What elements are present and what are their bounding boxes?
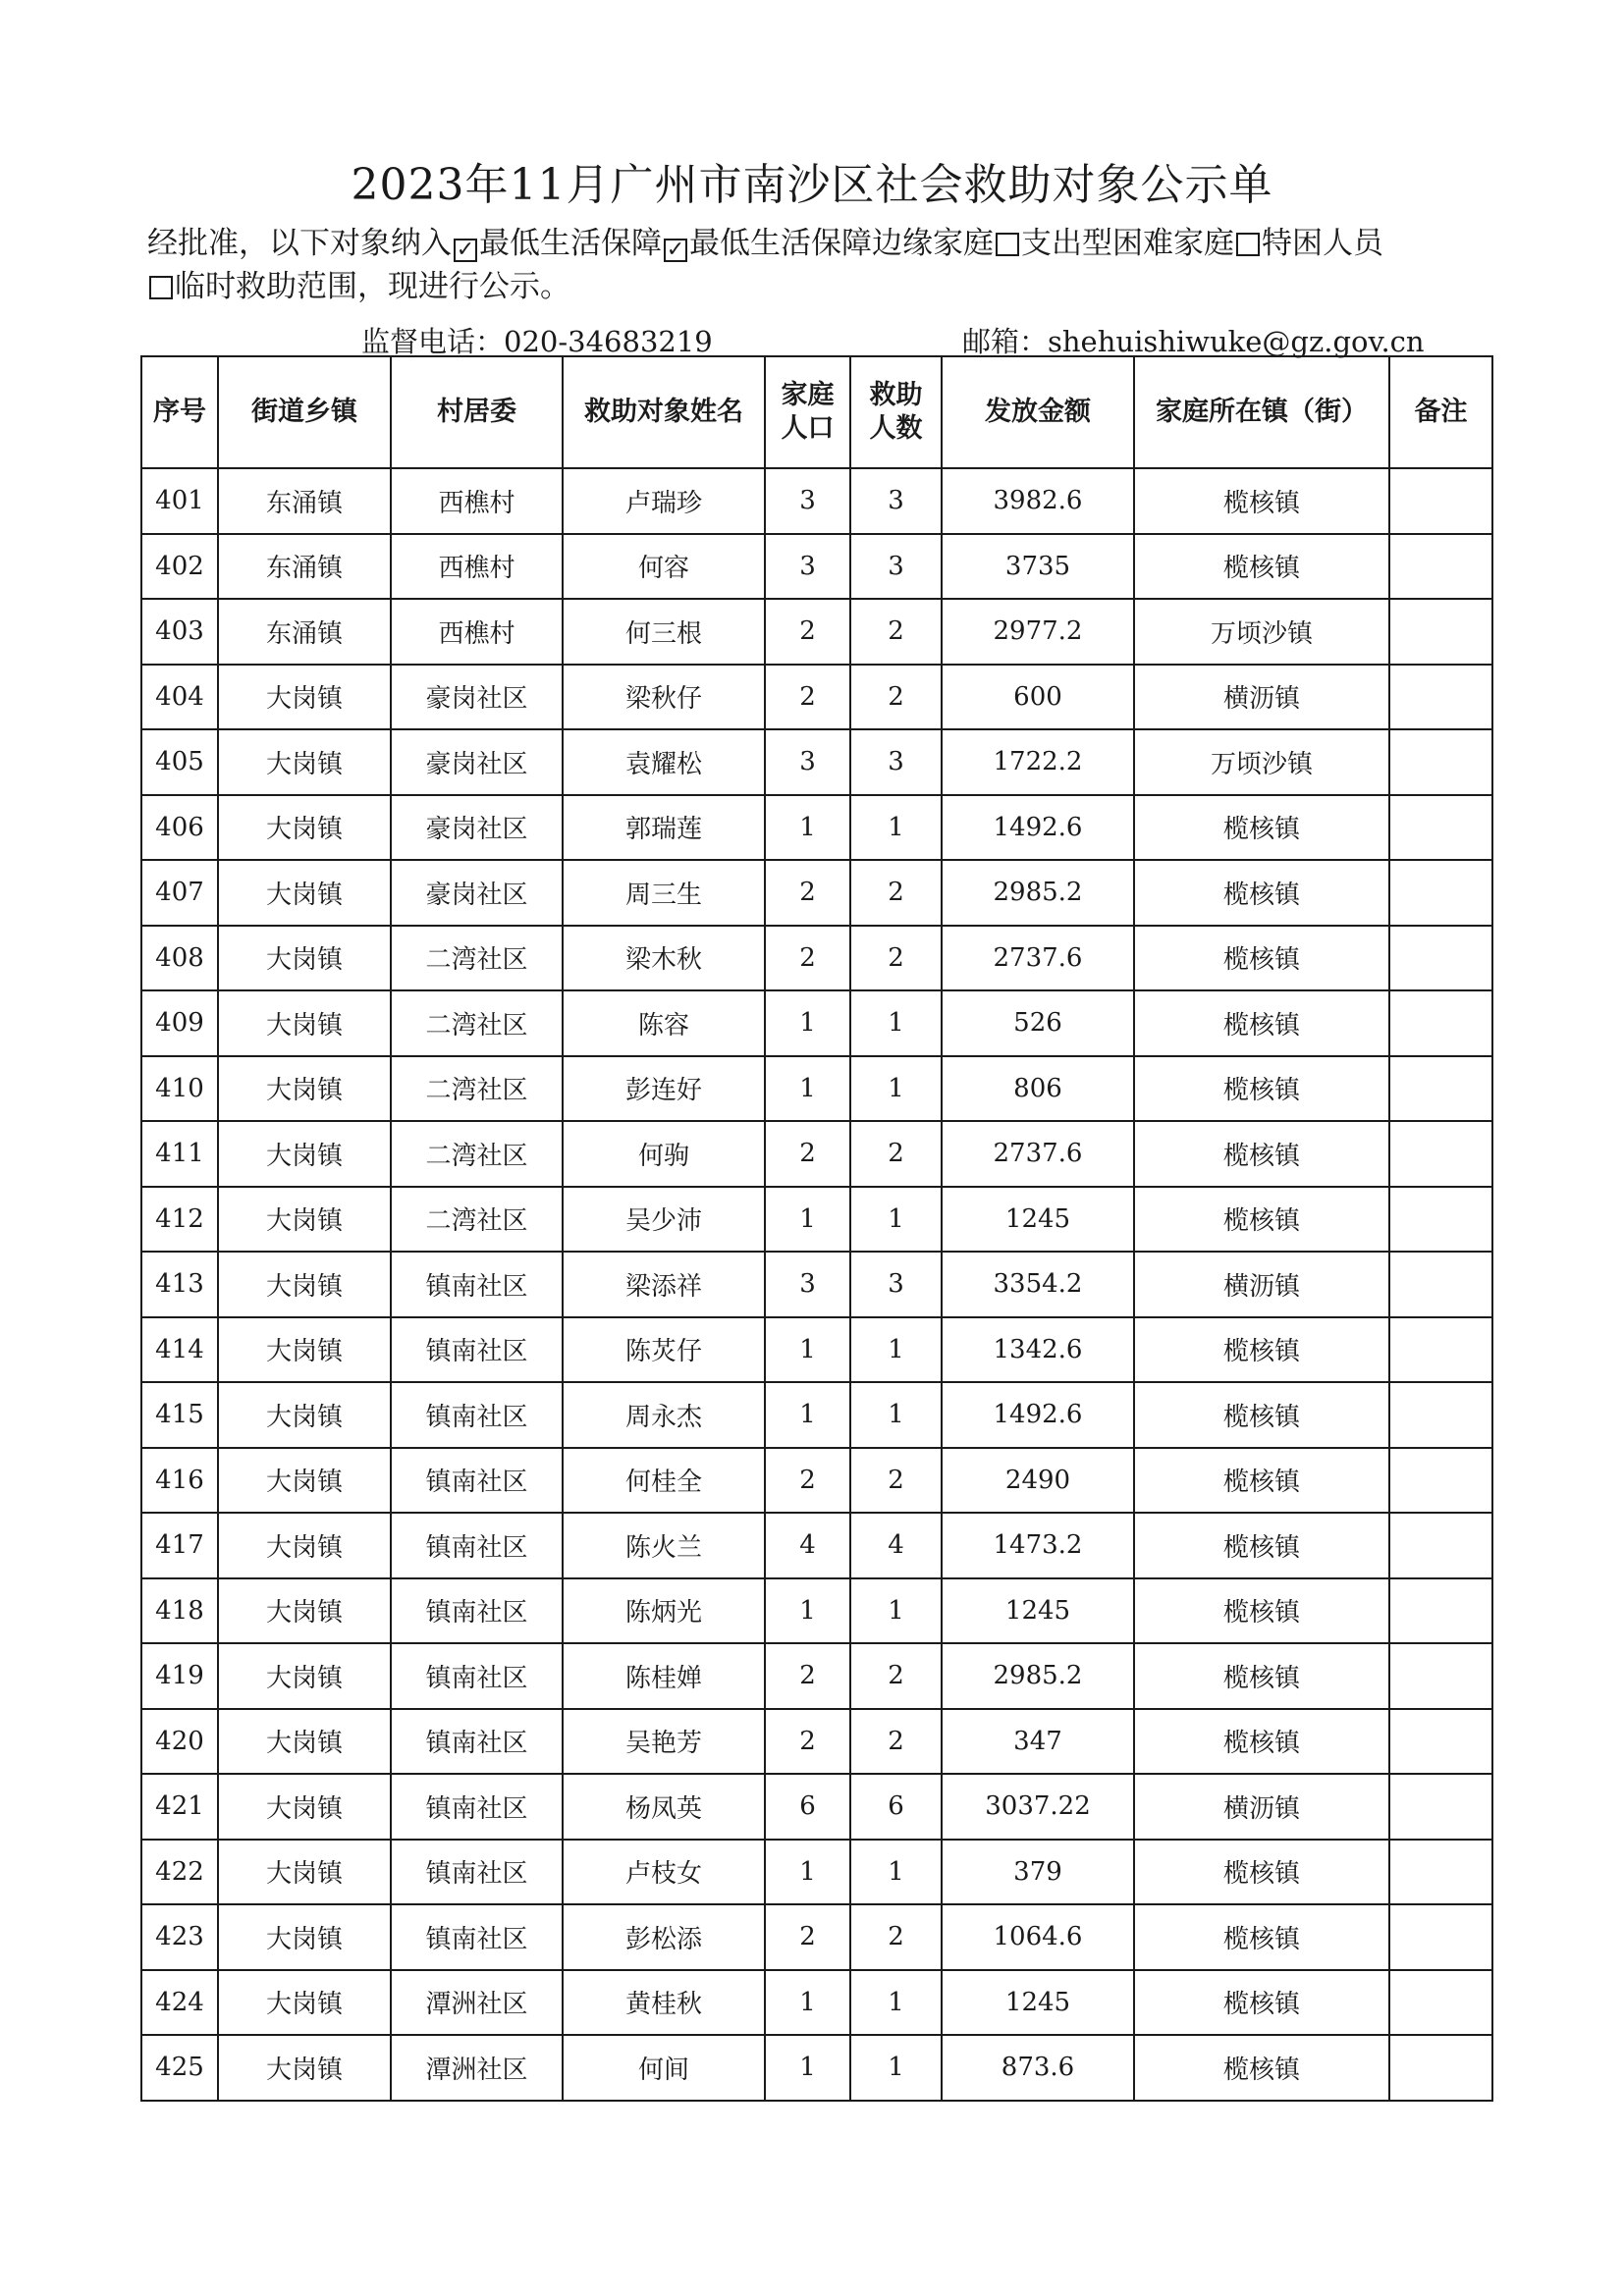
cell-recipient-name: 梁木秋	[563, 926, 765, 991]
cell-residence-town: 榄核镇	[1134, 534, 1389, 600]
cell-assisted-count: 3	[850, 1252, 942, 1317]
cell-remarks	[1389, 926, 1492, 991]
cell-village-committee: 镇南社区	[391, 1774, 563, 1840]
cell-remarks	[1389, 599, 1492, 665]
table-row	[141, 1056, 1492, 1122]
cell-recipient-name: 周永杰	[563, 1382, 765, 1448]
cell-residence-town: 榄核镇	[1134, 1056, 1389, 1122]
cell-assisted-count: 2	[850, 860, 942, 926]
cell-residence-town: 榄核镇	[1134, 795, 1389, 861]
cell-index: 425	[141, 2035, 218, 2101]
cell-remarks	[1389, 1904, 1492, 1970]
cell-assisted-count: 2	[850, 1709, 942, 1775]
cell-household-size: 1	[765, 1578, 850, 1644]
cell-street-town: 大岗镇	[218, 1970, 391, 2036]
cell-household-size: 1	[765, 990, 850, 1056]
cell-recipient-name: 黄桂秋	[563, 1970, 765, 2036]
table-row	[141, 990, 1492, 1056]
cell-recipient-name: 何间	[563, 2035, 765, 2101]
cell-household-size: 3	[765, 534, 850, 600]
table-row	[141, 1709, 1492, 1775]
cell-assisted-count: 4	[850, 1513, 942, 1578]
cell-residence-town: 榄核镇	[1134, 1382, 1389, 1448]
cell-residence-town: 榄核镇	[1134, 1513, 1389, 1578]
cell-assisted-count: 1	[850, 2035, 942, 2101]
cell-recipient-name: 陈容	[563, 990, 765, 1056]
cell-residence-town: 榄核镇	[1134, 468, 1389, 534]
cell-village-committee: 豪岗社区	[391, 729, 563, 795]
cell-index: 410	[141, 1056, 218, 1122]
cell-recipient-name: 吴艳芳	[563, 1709, 765, 1775]
cell-recipient-name: 何驹	[563, 1121, 765, 1187]
cell-remarks	[1389, 1709, 1492, 1775]
table-row	[141, 1774, 1492, 1840]
cell-recipient-name: 何容	[563, 534, 765, 600]
cell-assisted-count: 2	[850, 665, 942, 730]
cell-amount: 3037.22	[942, 1774, 1134, 1840]
option-temporary-assistance-label: 临时救助范围，现进行公示。	[175, 269, 570, 304]
cell-index: 412	[141, 1187, 218, 1253]
cell-amount: 1245	[942, 1578, 1134, 1644]
cell-index: 416	[141, 1448, 218, 1514]
cell-street-town: 大岗镇	[218, 1448, 391, 1514]
cell-amount: 2977.2	[942, 599, 1134, 665]
cell-amount: 1064.6	[942, 1904, 1134, 1970]
cell-recipient-name: 梁添祥	[563, 1252, 765, 1317]
cell-remarks	[1389, 1774, 1492, 1840]
cell-recipient-name: 陈火兰	[563, 1513, 765, 1578]
cell-household-size: 1	[765, 1317, 850, 1383]
cell-street-town: 大岗镇	[218, 1056, 391, 1122]
cell-assisted-count: 2	[850, 1448, 942, 1514]
cell-recipient-name: 彭松添	[563, 1904, 765, 1970]
table-row	[141, 1513, 1492, 1578]
cell-assisted-count: 2	[850, 1904, 942, 1970]
cell-residence-town: 榄核镇	[1134, 2035, 1389, 2101]
cell-remarks	[1389, 1840, 1492, 1905]
cell-street-town: 大岗镇	[218, 1382, 391, 1448]
cell-household-size: 1	[765, 1840, 850, 1905]
recipients-table	[140, 355, 1493, 2102]
cell-amount: 873.6	[942, 2035, 1134, 2101]
cell-village-committee: 镇南社区	[391, 1578, 563, 1644]
cell-index: 401	[141, 468, 218, 534]
cell-remarks	[1389, 1121, 1492, 1187]
cell-recipient-name: 郭瑞莲	[563, 795, 765, 861]
cell-assisted-count: 1	[850, 1382, 942, 1448]
option-destitute-label: 特困人员	[1262, 226, 1383, 261]
cell-amount: 1245	[942, 1970, 1134, 2036]
header-amount: 发放金额	[942, 356, 1134, 468]
cell-village-committee: 潭洲社区	[391, 2035, 563, 2101]
cell-village-committee: 镇南社区	[391, 1513, 563, 1578]
cell-household-size: 2	[765, 1448, 850, 1514]
table-row	[141, 599, 1492, 665]
cell-household-size: 1	[765, 1056, 850, 1122]
cell-assisted-count: 3	[850, 534, 942, 600]
cell-street-town: 大岗镇	[218, 1317, 391, 1383]
cell-household-size: 1	[765, 1187, 850, 1253]
cell-street-town: 大岗镇	[218, 1904, 391, 1970]
cell-household-size: 2	[765, 599, 850, 665]
header-street-town: 街道乡镇	[218, 356, 391, 468]
cell-residence-town: 榄核镇	[1134, 1121, 1389, 1187]
contact-email: 邮箱：shehuishiwuke@gz.gov.cn	[962, 325, 1425, 358]
cell-index: 421	[141, 1774, 218, 1840]
cell-remarks	[1389, 2035, 1492, 2101]
checkbox-destitute	[1236, 233, 1260, 256]
cell-household-size: 4	[765, 1513, 850, 1578]
cell-village-committee: 二湾社区	[391, 1056, 563, 1122]
cell-index: 423	[141, 1904, 218, 1970]
cell-remarks	[1389, 1970, 1492, 2036]
cell-index: 420	[141, 1709, 218, 1775]
cell-village-committee: 潭洲社区	[391, 1970, 563, 2036]
cell-village-committee: 西樵村	[391, 468, 563, 534]
cell-amount: 1245	[942, 1187, 1134, 1253]
cell-household-size: 3	[765, 468, 850, 534]
cell-amount: 3982.6	[942, 468, 1134, 534]
cell-remarks	[1389, 1252, 1492, 1317]
cell-index: 408	[141, 926, 218, 991]
cell-village-committee: 二湾社区	[391, 1121, 563, 1187]
cell-assisted-count: 1	[850, 1970, 942, 2036]
supervision-phone: 监督电话：020-34683219	[361, 325, 713, 358]
cell-index: 415	[141, 1382, 218, 1448]
cell-index: 422	[141, 1840, 218, 1905]
cell-household-size: 6	[765, 1774, 850, 1840]
table-row	[141, 534, 1492, 600]
cell-amount: 806	[942, 1056, 1134, 1122]
header-index: 序号	[141, 356, 218, 468]
cell-village-committee: 豪岗社区	[391, 795, 563, 861]
cell-amount: 600	[942, 665, 1134, 730]
table-row	[141, 1317, 1492, 1383]
cell-household-size: 2	[765, 1643, 850, 1709]
cell-street-town: 东涌镇	[218, 599, 391, 665]
cell-index: 417	[141, 1513, 218, 1578]
cell-remarks	[1389, 534, 1492, 600]
cell-assisted-count: 1	[850, 1187, 942, 1253]
cell-residence-town: 万顷沙镇	[1134, 729, 1389, 795]
cell-index: 404	[141, 665, 218, 730]
cell-index: 411	[141, 1121, 218, 1187]
cell-village-committee: 西樵村	[391, 599, 563, 665]
cell-street-town: 大岗镇	[218, 990, 391, 1056]
cell-residence-town: 榄核镇	[1134, 1970, 1389, 2036]
cell-household-size: 1	[765, 795, 850, 861]
cell-household-size: 1	[765, 1382, 850, 1448]
cell-street-town: 大岗镇	[218, 1187, 391, 1253]
cell-recipient-name: 吴少沛	[563, 1187, 765, 1253]
header-recipient-name: 救助对象姓名	[563, 356, 765, 468]
cell-residence-town: 榄核镇	[1134, 1187, 1389, 1253]
intro-prefix: 经批准，以下对象纳入	[147, 226, 452, 261]
cell-recipient-name: 杨凤英	[563, 1774, 765, 1840]
cell-recipient-name: 周三生	[563, 860, 765, 926]
table-row	[141, 1643, 1492, 1709]
table-row	[141, 1187, 1492, 1253]
cell-street-town: 大岗镇	[218, 2035, 391, 2101]
cell-household-size: 2	[765, 1121, 850, 1187]
cell-residence-town: 万顷沙镇	[1134, 599, 1389, 665]
cell-household-size: 2	[765, 860, 850, 926]
cell-street-town: 大岗镇	[218, 1840, 391, 1905]
cell-residence-town: 榄核镇	[1134, 1578, 1389, 1644]
checkbox-marginal-family: ✓	[664, 239, 687, 262]
cell-residence-town: 榄核镇	[1134, 1840, 1389, 1905]
cell-amount: 1473.2	[942, 1513, 1134, 1578]
intro-statement	[147, 222, 1502, 308]
cell-residence-town: 横沥镇	[1134, 665, 1389, 730]
cell-village-committee: 镇南社区	[391, 1709, 563, 1775]
cell-assisted-count: 2	[850, 1643, 942, 1709]
cell-assisted-count: 6	[850, 1774, 942, 1840]
table-row	[141, 860, 1492, 926]
cell-village-committee: 二湾社区	[391, 926, 563, 991]
cell-assisted-count: 1	[850, 1840, 942, 1905]
option-marginal-family-label: 最低生活保障边缘家庭	[689, 226, 994, 261]
cell-assisted-count: 2	[850, 1121, 942, 1187]
cell-amount: 347	[942, 1709, 1134, 1775]
cell-index: 418	[141, 1578, 218, 1644]
cell-village-committee: 二湾社区	[391, 1187, 563, 1253]
header-assisted-count: 救助人数	[850, 356, 942, 468]
table-header-row	[141, 356, 1492, 468]
table-row	[141, 926, 1492, 991]
page-title: 2023年11月广州市南沙区社会救助对象公示单	[351, 160, 1273, 210]
cell-recipient-name: 卢枝女	[563, 1840, 765, 1905]
cell-assisted-count: 1	[850, 1317, 942, 1383]
cell-street-town: 大岗镇	[218, 1774, 391, 1840]
cell-recipient-name: 陈炳光	[563, 1578, 765, 1644]
cell-remarks	[1389, 1187, 1492, 1253]
cell-village-committee: 镇南社区	[391, 1840, 563, 1905]
cell-residence-town: 横沥镇	[1134, 1774, 1389, 1840]
cell-index: 405	[141, 729, 218, 795]
cell-street-town: 大岗镇	[218, 1513, 391, 1578]
cell-index: 406	[141, 795, 218, 861]
cell-recipient-name: 卢瑞珍	[563, 468, 765, 534]
cell-amount: 1722.2	[942, 729, 1134, 795]
cell-residence-town: 榄核镇	[1134, 1709, 1389, 1775]
cell-index: 402	[141, 534, 218, 600]
cell-remarks	[1389, 990, 1492, 1056]
table-row	[141, 2035, 1492, 2101]
cell-household-size: 1	[765, 2035, 850, 2101]
cell-amount: 3735	[942, 534, 1134, 600]
checkbox-temporary-assistance	[149, 276, 173, 299]
cell-residence-town: 榄核镇	[1134, 1643, 1389, 1709]
cell-remarks	[1389, 1513, 1492, 1578]
cell-street-town: 大岗镇	[218, 860, 391, 926]
cell-residence-town: 榄核镇	[1134, 926, 1389, 991]
cell-village-committee: 西樵村	[391, 534, 563, 600]
cell-recipient-name: 彭连好	[563, 1056, 765, 1122]
cell-index: 407	[141, 860, 218, 926]
table-row	[141, 1252, 1492, 1317]
cell-recipient-name: 何三根	[563, 599, 765, 665]
cell-remarks	[1389, 1056, 1492, 1122]
cell-index: 414	[141, 1317, 218, 1383]
table-body	[141, 468, 1492, 2101]
cell-household-size: 1	[765, 1970, 850, 2036]
cell-remarks	[1389, 1448, 1492, 1514]
cell-village-committee: 豪岗社区	[391, 860, 563, 926]
cell-household-size: 3	[765, 1252, 850, 1317]
cell-street-town: 大岗镇	[218, 795, 391, 861]
cell-remarks	[1389, 729, 1492, 795]
header-household-size: 家庭人口	[765, 356, 850, 468]
cell-street-town: 大岗镇	[218, 665, 391, 730]
cell-street-town: 东涌镇	[218, 534, 391, 600]
cell-index: 403	[141, 599, 218, 665]
cell-amount: 2737.6	[942, 926, 1134, 991]
cell-amount: 2737.6	[942, 1121, 1134, 1187]
cell-remarks	[1389, 795, 1492, 861]
table-row	[141, 1904, 1492, 1970]
header-residence-town: 家庭所在镇（街）	[1134, 356, 1389, 468]
cell-remarks	[1389, 1317, 1492, 1383]
table-row	[141, 729, 1492, 795]
cell-amount: 526	[942, 990, 1134, 1056]
header-remarks: 备注	[1389, 356, 1492, 468]
table-row	[141, 1382, 1492, 1448]
table-row	[141, 1840, 1492, 1905]
cell-street-town: 大岗镇	[218, 1252, 391, 1317]
cell-assisted-count: 1	[850, 1578, 942, 1644]
cell-street-town: 大岗镇	[218, 1121, 391, 1187]
cell-index: 419	[141, 1643, 218, 1709]
table-row	[141, 795, 1492, 861]
cell-residence-town: 榄核镇	[1134, 1448, 1389, 1514]
cell-household-size: 2	[765, 665, 850, 730]
cell-remarks	[1389, 1382, 1492, 1448]
cell-household-size: 2	[765, 1904, 850, 1970]
cell-remarks	[1389, 665, 1492, 730]
checkbox-expenditure-hardship	[996, 233, 1019, 256]
cell-remarks	[1389, 860, 1492, 926]
cell-street-town: 大岗镇	[218, 1709, 391, 1775]
cell-household-size: 2	[765, 1709, 850, 1775]
cell-village-committee: 二湾社区	[391, 990, 563, 1056]
cell-remarks	[1389, 468, 1492, 534]
cell-street-town: 大岗镇	[218, 1643, 391, 1709]
cell-remarks	[1389, 1643, 1492, 1709]
cell-amount: 1342.6	[942, 1317, 1134, 1383]
cell-household-size: 3	[765, 729, 850, 795]
cell-recipient-name: 陈炗仔	[563, 1317, 765, 1383]
cell-village-committee: 镇南社区	[391, 1904, 563, 1970]
cell-assisted-count: 1	[850, 795, 942, 861]
cell-village-committee: 豪岗社区	[391, 665, 563, 730]
option-minimum-living-label: 最低生活保障	[479, 226, 662, 261]
checkbox-minimum-living: ✓	[454, 239, 477, 262]
cell-amount: 379	[942, 1840, 1134, 1905]
table-row	[141, 665, 1492, 730]
cell-village-committee: 镇南社区	[391, 1317, 563, 1383]
cell-assisted-count: 2	[850, 599, 942, 665]
cell-recipient-name: 袁耀松	[563, 729, 765, 795]
cell-amount: 1492.6	[942, 1382, 1134, 1448]
cell-village-committee: 镇南社区	[391, 1643, 563, 1709]
cell-residence-town: 榄核镇	[1134, 1317, 1389, 1383]
cell-assisted-count: 1	[850, 1056, 942, 1122]
table-row	[141, 1578, 1492, 1644]
table-row	[141, 1121, 1492, 1187]
cell-recipient-name: 何桂全	[563, 1448, 765, 1514]
cell-street-town: 大岗镇	[218, 729, 391, 795]
cell-recipient-name: 梁秋仔	[563, 665, 765, 730]
table-row	[141, 1448, 1492, 1514]
cell-assisted-count: 3	[850, 729, 942, 795]
cell-village-committee: 镇南社区	[391, 1448, 563, 1514]
cell-assisted-count: 2	[850, 926, 942, 991]
cell-household-size: 2	[765, 926, 850, 991]
cell-street-town: 大岗镇	[218, 926, 391, 991]
cell-amount: 2985.2	[942, 860, 1134, 926]
cell-amount: 3354.2	[942, 1252, 1134, 1317]
cell-residence-town: 榄核镇	[1134, 1904, 1389, 1970]
cell-residence-town: 榄核镇	[1134, 860, 1389, 926]
cell-recipient-name: 陈桂婵	[563, 1643, 765, 1709]
cell-village-committee: 镇南社区	[391, 1252, 563, 1317]
table-row	[141, 468, 1492, 534]
option-expenditure-hardship-label: 支出型困难家庭	[1021, 226, 1234, 261]
cell-remarks	[1389, 1578, 1492, 1644]
table-row	[141, 1970, 1492, 2036]
cell-street-town: 东涌镇	[218, 468, 391, 534]
header-village-committee: 村居委	[391, 356, 563, 468]
cell-amount: 1492.6	[942, 795, 1134, 861]
cell-index: 413	[141, 1252, 218, 1317]
cell-assisted-count: 3	[850, 468, 942, 534]
cell-residence-town: 横沥镇	[1134, 1252, 1389, 1317]
cell-street-town: 大岗镇	[218, 1578, 391, 1644]
cell-residence-town: 榄核镇	[1134, 990, 1389, 1056]
cell-index: 424	[141, 1970, 218, 2036]
cell-index: 409	[141, 990, 218, 1056]
cell-amount: 2490	[942, 1448, 1134, 1514]
cell-amount: 2985.2	[942, 1643, 1134, 1709]
cell-village-committee: 镇南社区	[391, 1382, 563, 1448]
cell-assisted-count: 1	[850, 990, 942, 1056]
